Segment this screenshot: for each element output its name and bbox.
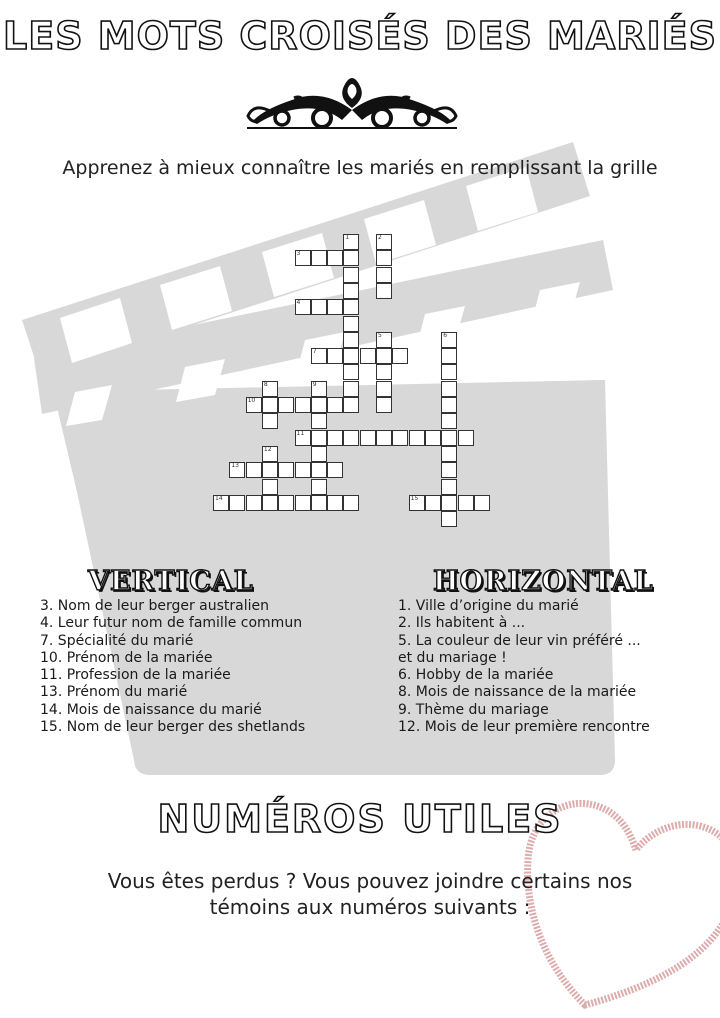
horizontal-clue: 2. Ils habitent à ...: [398, 615, 526, 632]
clue-number: 14: [215, 494, 223, 502]
horizontal-clue: 9. Thème du mariage: [398, 701, 549, 718]
crossword-cell[interactable]: [278, 462, 294, 478]
crossword-cell[interactable]: [343, 332, 359, 348]
crossword-cell[interactable]: [441, 446, 457, 462]
crossword-cell[interactable]: [474, 495, 490, 511]
crossword-cell[interactable]: [441, 462, 457, 478]
crossword-cell[interactable]: [376, 381, 392, 397]
crossword-cell[interactable]: [458, 430, 474, 446]
crossword-cell[interactable]: [295, 495, 311, 511]
vertical-clue: 3. Nom de leur berger australien: [40, 598, 270, 614]
crossword-cell[interactable]: [327, 495, 343, 511]
horizontal-clue: 8. Mois de naissance de la mariée: [398, 684, 637, 701]
crossword-cell[interactable]: [343, 348, 359, 364]
crossword-cell[interactable]: [376, 250, 392, 266]
crossword-cell[interactable]: [327, 462, 343, 478]
crossword-cell[interactable]: [425, 495, 441, 511]
crossword-cell[interactable]: [376, 397, 392, 413]
crossword-cell[interactable]: [311, 348, 327, 364]
clue-number: 6: [443, 331, 448, 339]
clue-number: 10: [247, 397, 256, 404]
crossword-cell[interactable]: [311, 430, 327, 446]
page-title: LES MOTS CROISÉS DES MARIÉS: [3, 14, 717, 58]
crossword-cell[interactable]: [441, 430, 457, 446]
crossword-cell[interactable]: [392, 348, 408, 364]
crossword-cell[interactable]: [327, 299, 343, 315]
clue-number: 7: [312, 348, 317, 356]
crossword-cell[interactable]: [327, 250, 343, 266]
horizontal-clue: et du mariage !: [398, 649, 507, 666]
crossword-cell[interactable]: [343, 495, 359, 511]
crossword-cell[interactable]: [311, 413, 327, 429]
crossword-cell[interactable]: [376, 348, 392, 364]
crossword-cell[interactable]: [343, 267, 359, 283]
crossword-cell[interactable]: [376, 267, 392, 283]
horizontal-clue: 12. Mois de leur première rencontre: [398, 719, 650, 736]
crossword-cell[interactable]: [246, 495, 262, 511]
crossword-cell[interactable]: [262, 397, 278, 413]
crossword-cell[interactable]: [278, 495, 294, 511]
crossword-cell[interactable]: [409, 430, 425, 446]
clue-number: 4: [296, 299, 301, 307]
crossword-cell[interactable]: [376, 430, 392, 446]
horizontal-clue: 1. Ville d’origine du marié: [398, 598, 579, 614]
vertical-clue: 7. Spécialité du marié: [40, 632, 194, 649]
crossword-cell[interactable]: [311, 462, 327, 478]
horizontal-clue: 6. Hobby de la mariée: [398, 667, 554, 684]
crossword-cell[interactable]: [343, 381, 359, 397]
crossword-cell[interactable]: [343, 250, 359, 266]
crossword-cell[interactable]: [441, 495, 457, 511]
crossword-cell[interactable]: [441, 381, 457, 397]
crossword-cell[interactable]: [295, 462, 311, 478]
crossword-cell[interactable]: [311, 299, 327, 315]
useful-numbers-line: témoins aux numéros suivants :: [209, 895, 531, 919]
crossword-cell[interactable]: [458, 495, 474, 511]
horizontal-clue-list: [398, 598, 650, 736]
crossword-cell[interactable]: [229, 462, 245, 478]
vertical-clue: 13. Prénom du marié: [40, 684, 188, 701]
crossword-cell[interactable]: [262, 495, 278, 511]
clue-number: 5: [378, 331, 382, 339]
crossword-cell[interactable]: [311, 381, 327, 397]
useful-numbers-line: Vous êtes perdus ? Vous pouvez joindre certains nos: [107, 869, 633, 893]
crossword-cell[interactable]: [343, 397, 359, 413]
crossword-cell[interactable]: [343, 283, 359, 299]
crossword-cell[interactable]: [229, 495, 245, 511]
crossword-cell[interactable]: [262, 413, 278, 429]
crossword-cell[interactable]: [246, 397, 262, 413]
crossword-cell[interactable]: [441, 479, 457, 495]
crossword-cell[interactable]: [425, 430, 441, 446]
useful-numbers-text: [60, 868, 680, 920]
clue-number: 3: [296, 250, 301, 258]
crossword-cell[interactable]: [392, 430, 408, 446]
crossword-cell[interactable]: [262, 381, 278, 397]
crossword-cell[interactable]: [376, 283, 392, 299]
page-subtitle: Apprenez à mieux connaître les mariés en remplissant la grille: [62, 157, 658, 179]
crossword-cell[interactable]: [311, 479, 327, 495]
vertical-clue: 10. Prénom de la mariée: [40, 649, 213, 666]
crossword-cell[interactable]: [311, 495, 327, 511]
crossword-cell[interactable]: [376, 332, 392, 348]
clue-number: 2: [378, 234, 382, 241]
crossword-cell[interactable]: [327, 397, 343, 413]
crossword-cell[interactable]: [262, 446, 278, 462]
clue-number: 1: [345, 234, 350, 241]
crossword-cell[interactable]: [441, 511, 457, 527]
useful-numbers-title: NUMÉROS UTILES: [157, 797, 563, 841]
crossword-cell[interactable]: [327, 430, 343, 446]
crossword-cell[interactable]: [343, 364, 359, 380]
clue-number: 12: [263, 445, 272, 453]
horizontal-clue: 5. La couleur de leur vin préféré ...: [398, 632, 641, 649]
crossword-cell[interactable]: [295, 250, 311, 266]
clue-number: 13: [231, 462, 239, 470]
vertical-clue: 15. Nom de leur berger des shetlands: [40, 719, 306, 736]
crossword-cell[interactable]: [327, 348, 343, 364]
crossword-cell[interactable]: [311, 397, 327, 413]
crossword-cell[interactable]: [246, 462, 262, 478]
crossword-cell[interactable]: [441, 364, 457, 380]
crossword-cell[interactable]: [311, 250, 327, 266]
crossword-cell[interactable]: [409, 495, 425, 511]
crossword-cell[interactable]: [278, 397, 294, 413]
crossword-cell[interactable]: [295, 430, 311, 446]
clue-number: 15: [410, 494, 419, 502]
crossword-cell[interactable]: [295, 299, 311, 315]
crossword-cell[interactable]: [441, 397, 457, 413]
crossword-cell[interactable]: [360, 348, 376, 364]
crossword-cell[interactable]: [343, 299, 359, 315]
crossword-cell[interactable]: [441, 348, 457, 364]
vertical-heading: VERTICAL: [88, 566, 254, 597]
crossword-cell[interactable]: [343, 430, 359, 446]
crossword-cell[interactable]: [441, 413, 457, 429]
vertical-clue: 11. Profession de la mariée: [40, 667, 231, 684]
clue-number: 8: [263, 380, 268, 388]
crossword-cell[interactable]: [360, 430, 376, 446]
crossword-cell[interactable]: [213, 495, 229, 511]
clue-number: 9: [312, 380, 317, 388]
crossword-cell[interactable]: [262, 479, 278, 495]
horizontal-heading: HORIZONTAL: [433, 566, 654, 597]
crossword-cell[interactable]: [376, 364, 392, 380]
crossword-cell[interactable]: [376, 234, 392, 250]
crossword-cell[interactable]: [343, 234, 359, 250]
crossword-cell[interactable]: [441, 332, 457, 348]
crossword-cell[interactable]: [295, 397, 311, 413]
vertical-clue-list: [40, 598, 305, 736]
vertical-clue: 14. Mois de naissance du marié: [40, 701, 262, 718]
crossword-cell[interactable]: [343, 316, 359, 332]
vertical-clue: 4. Leur futur nom de famille commun: [40, 615, 303, 632]
crossword-cell[interactable]: [262, 462, 278, 478]
crossword-cell[interactable]: [311, 446, 327, 462]
clue-number: 11: [296, 429, 305, 437]
